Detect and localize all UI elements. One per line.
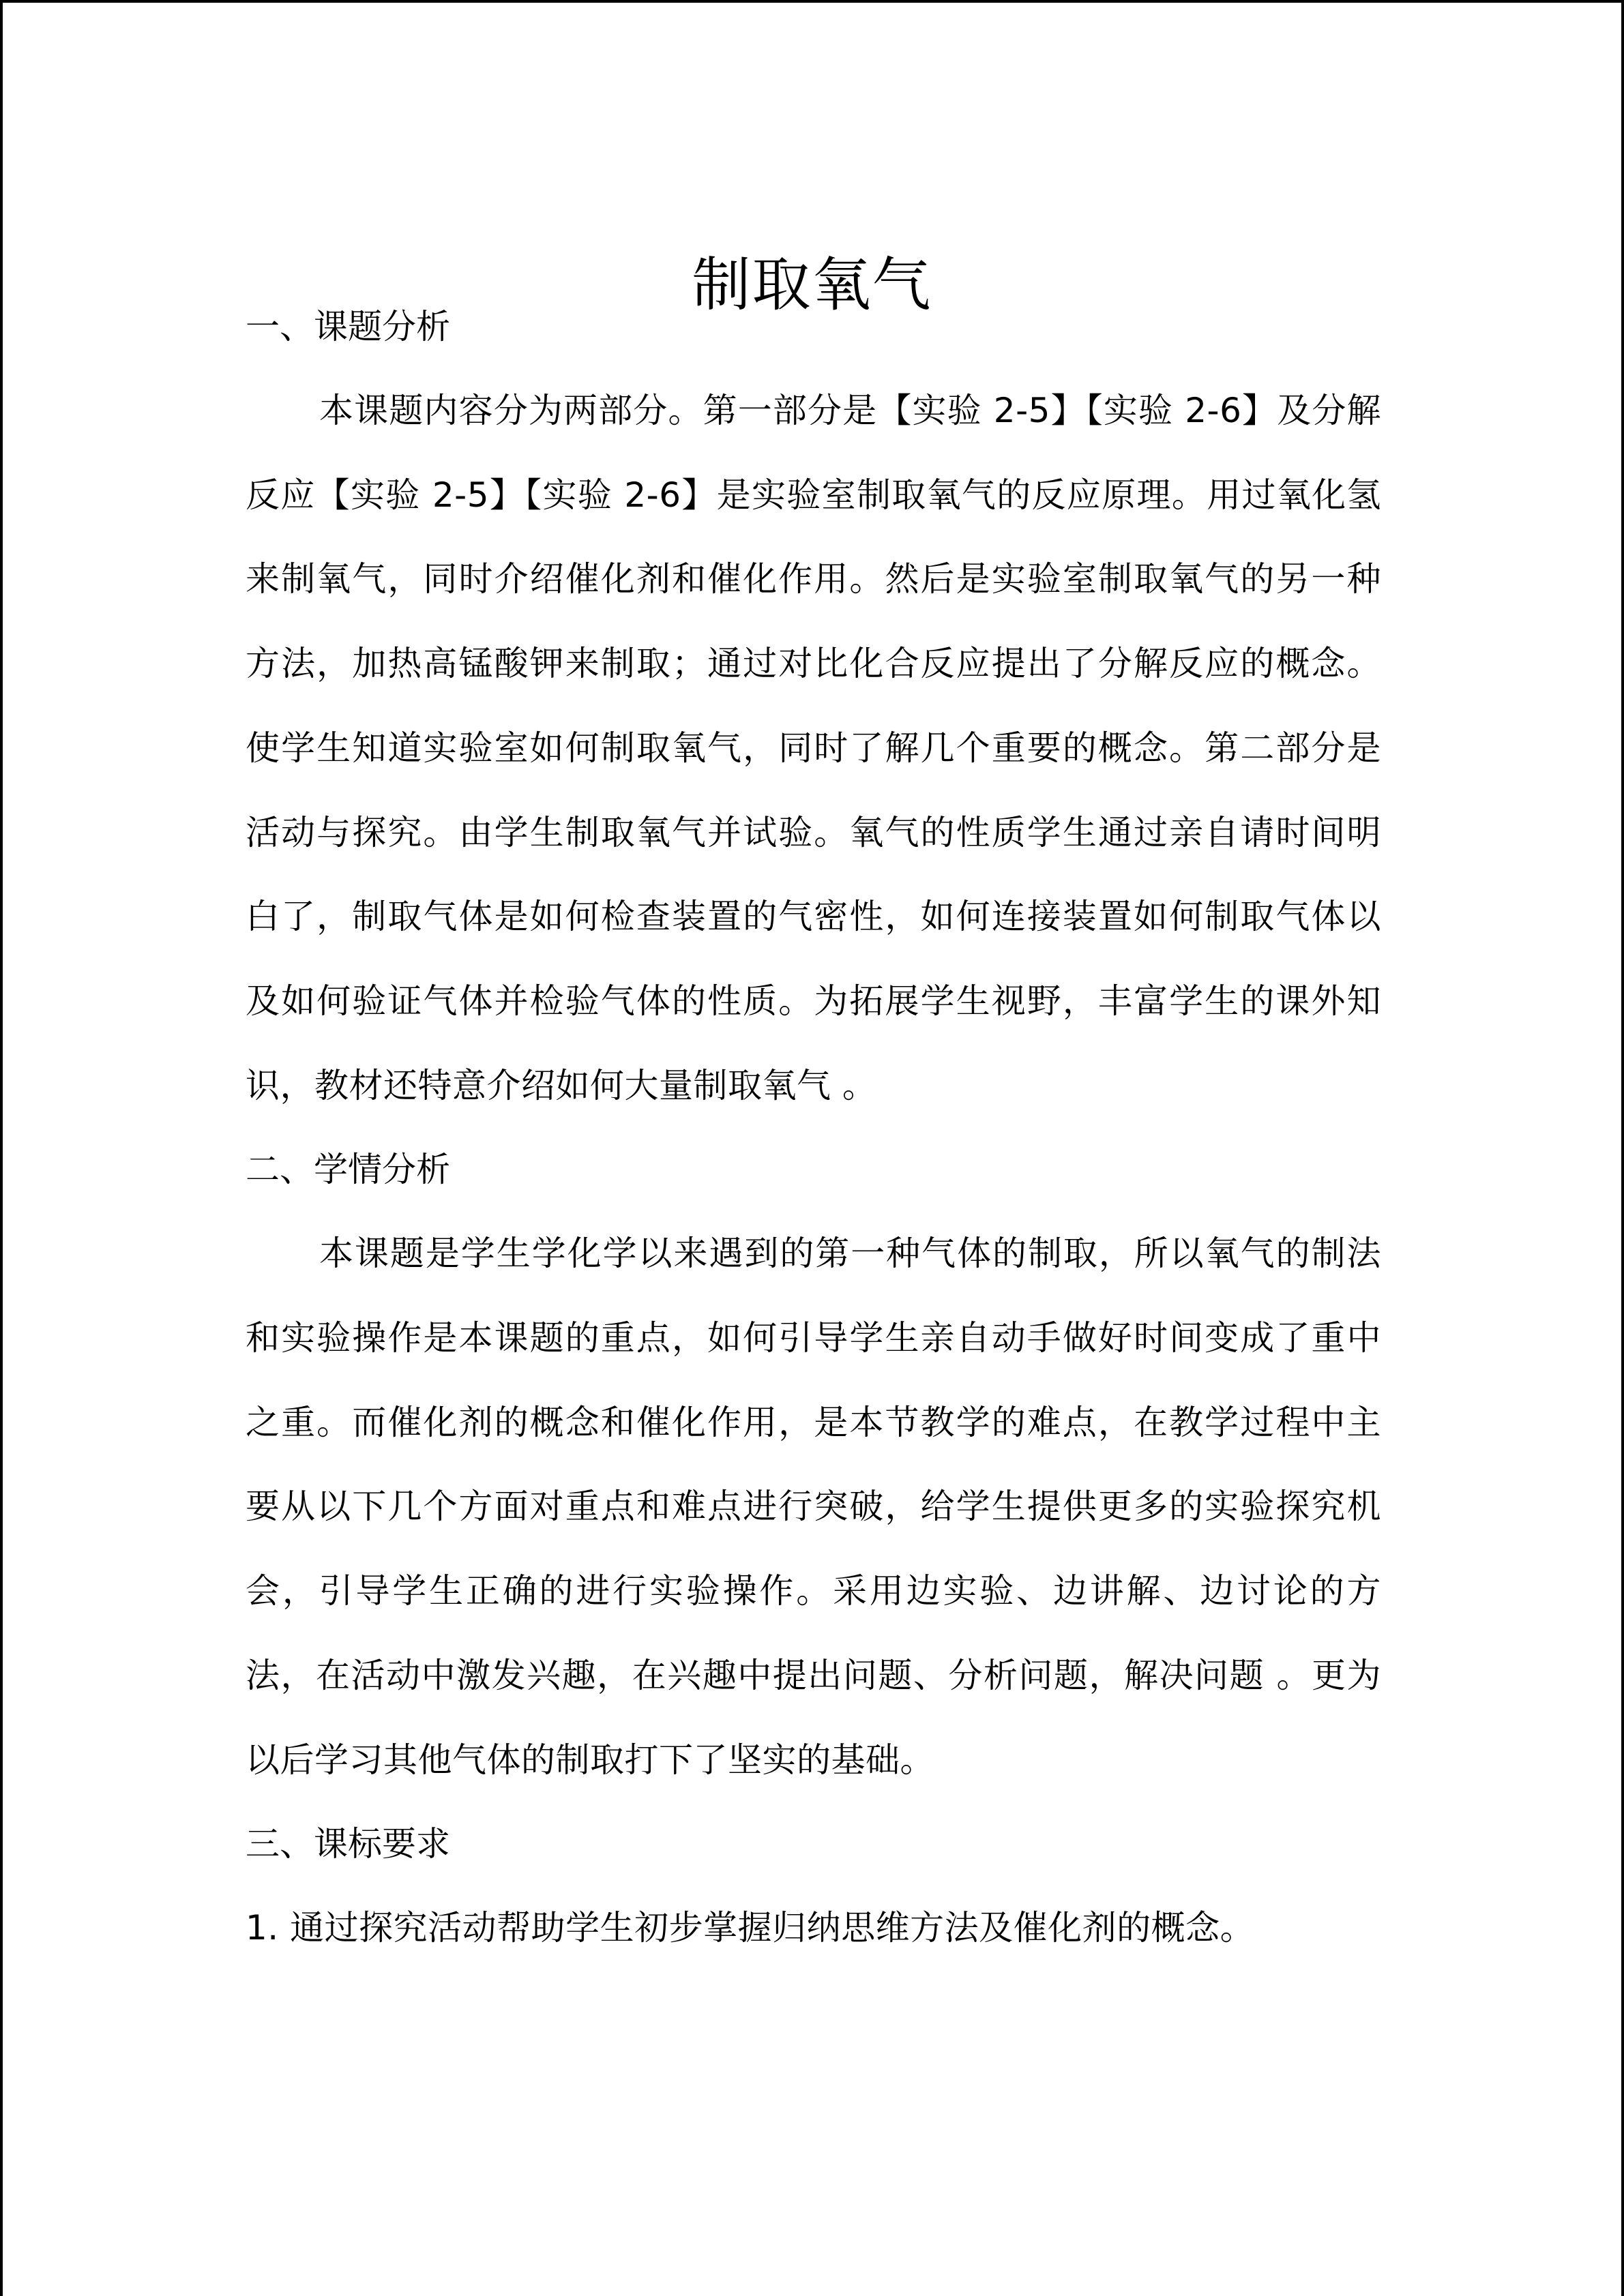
section-heading-student-analysis: 二、学情分析 bbox=[246, 1150, 450, 1190]
curriculum-requirement-item: 1. 通过探究活动帮助学生初步掌握归纳思维方法及催化剂的概念。 bbox=[246, 1908, 1255, 1948]
section-paragraph-student-analysis: 本课题是学生学化学以来遇到的第一种气体的制取，所以氧气的制法和实验操作是本课题的重点，如何引导学生亲自动手做好时间变成了重中之重。而催化剂的概念和催化作用，是本节教学的难点，在教学过程中主要从以下几个方面对重点和难点进行突破，给学生提供更多的实验探究机会，引导学生正确的进行实验操作。采用边实验、边讲解、边讨论的方法，在活动中激发兴趣，在兴趣中提出问题、分析问题，解决问题 。更为以后学习其他气体的制取打下了坚实的基础。 bbox=[246, 1234, 1381, 1780]
page-border-left bbox=[0, 0, 3, 2296]
section-heading-curriculum-requirements: 三、课标要求 bbox=[246, 1824, 450, 1864]
page-border-right bbox=[1621, 0, 1624, 2296]
document-body bbox=[246, 285, 1381, 1970]
section-heading-topic-analysis: 一、课题分析 bbox=[246, 307, 450, 346]
section-paragraph-topic-analysis: 本课题内容分为两部分。第一部分是【实验 2-5】【实验 2-6】及分解反应【实验 2-5】【实验 2-6】是实验室制取氧气的反应原理。用过氧化氢来制氧气，同时介绍催化剂和催化作用。然后是实验室制取氧气的另一种方法，加热高锰酸钾来制取；通过对比化合反应提出了分解反应的概念。使学生知道实验室如何制取氧气，同时了解几个重要的概念。第二部分是活动与探究。由学生制取氧气并试验。氧气的性质学生通过亲自请时间明白了，制取气体是如何检查装置的气密性，如何连接装置如何制取气体以及如何验证气体并检验气体的性质。为拓展学生视野，丰富学生的课外知识，教材还特意介绍如何大量制取氧气 。 bbox=[246, 391, 1381, 1105]
document-title: 制取氧气 bbox=[692, 250, 932, 319]
page-border-top bbox=[0, 0, 1624, 3]
